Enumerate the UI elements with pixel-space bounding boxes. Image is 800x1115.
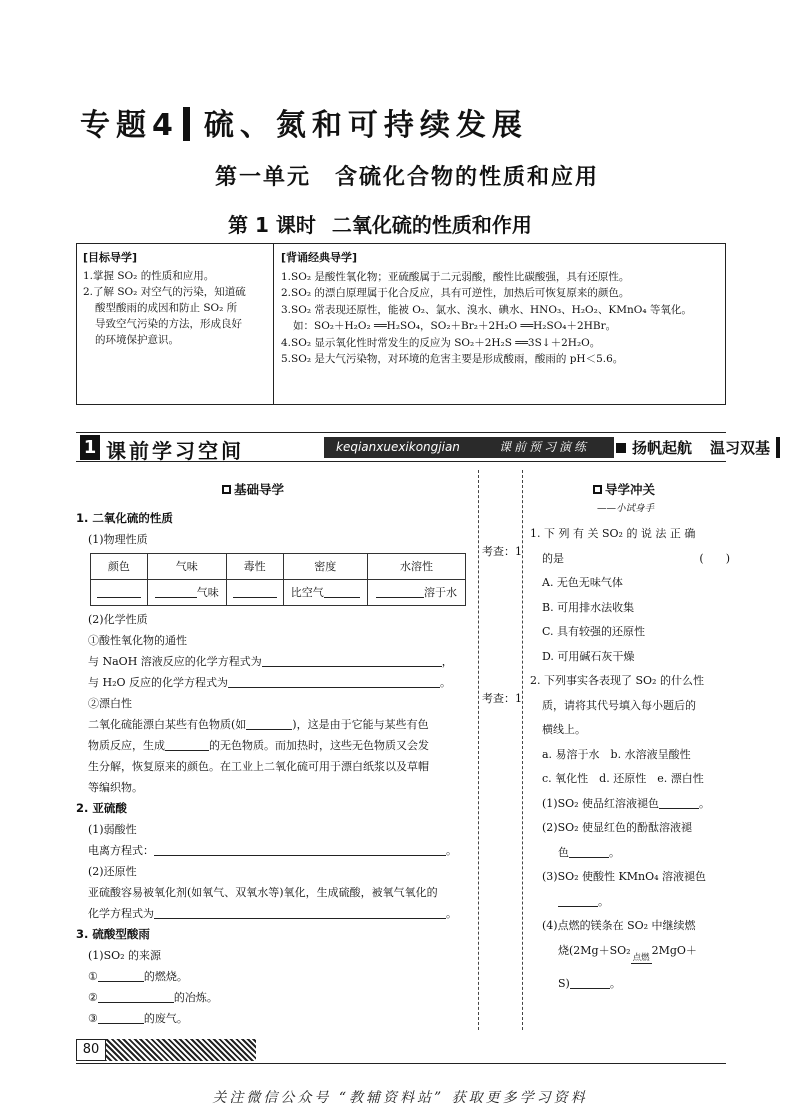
- goal-item: 导致空气污染的方法，形成良好: [95, 318, 242, 330]
- question-line: (1)SO₂ 使品红溶液褪色 。: [542, 796, 711, 810]
- question-line: (4)点燃的镁条在 SO₂ 中继续燃: [542, 919, 696, 932]
- answer-blank[interactable]: [97, 585, 141, 598]
- chapter-title: [80, 100, 720, 144]
- section-heading: 1. 二氧化硫的性质: [76, 511, 173, 525]
- table-cell[interactable]: 溶于水: [368, 580, 466, 606]
- square-icon: [616, 443, 626, 453]
- table-header: 气味: [147, 554, 226, 580]
- check-label: 考查：1: [482, 545, 522, 558]
- question-line: 电离方程式： 。: [88, 844, 457, 857]
- question-line: 。: [530, 890, 730, 915]
- goal-item: 1.掌握 SO₂ 的性质和应用。: [83, 270, 215, 282]
- option-list: a. 易溶于水 b. 水溶液呈酸性: [542, 747, 691, 761]
- goal-heading: [目标导学]: [83, 251, 138, 264]
- option[interactable]: C. 具有较强的还原性: [542, 625, 646, 638]
- basic-heading: 基础导学: [222, 480, 284, 498]
- section-title: 课前学习空间: [106, 439, 244, 463]
- question-line: ① 的燃烧。: [88, 970, 188, 983]
- question-line: 色 。: [558, 845, 620, 859]
- subsection-label: (1)物理性质: [88, 533, 148, 546]
- subsection-label: (2)化学性质: [88, 613, 148, 626]
- column-divider: [522, 470, 523, 1030]
- footer-note: 关注微信公众号 “教辅资料站” 获取更多学习资料: [212, 1090, 588, 1106]
- answer-blank[interactable]: [155, 585, 197, 598]
- question-line: (2)SO₂ 使显红色的酚酞溶液褪: [542, 821, 693, 834]
- question-line: (3)SO₂ 使酸性 KMnO₄ 溶液褪色: [542, 870, 707, 883]
- basic-content: [76, 508, 470, 1029]
- physical-properties-table: [90, 553, 466, 606]
- classic-item: 2.SO₂ 的漂白原理属于化合反应，具有可逆性，加热后可恢复原来的颜色。: [281, 287, 630, 299]
- classic-item: 1.SO₂ 是酸性氧化物；亚硫酸属于二元弱酸，酸性比碳酸强，具有还原性。: [281, 270, 630, 283]
- question-line: 化学方程式为 。: [88, 907, 457, 920]
- guide-box: [76, 243, 726, 405]
- bookmark-icon: [222, 485, 231, 494]
- check-label: 考查：1: [482, 692, 522, 705]
- answer-blank[interactable]: [570, 976, 610, 989]
- classic-item: 3.SO₂ 常表现还原性，能被 O₂、氯水、溴水、碘水、HNO₃、H₂O₂、KMnO₄ 等氧化。: [281, 303, 692, 316]
- question-line: ② 的冶炼。: [88, 991, 218, 1004]
- table-cell[interactable]: [226, 580, 283, 606]
- item-label: ①酸性氧化物的通性: [88, 634, 187, 647]
- option[interactable]: D. 可用碱石灰干燥: [542, 649, 635, 663]
- answer-blank[interactable]: [154, 843, 446, 856]
- table-header-row: [91, 554, 466, 580]
- classic-heading: [背诵经典导学]: [281, 251, 358, 264]
- bottom-rule: [76, 1063, 726, 1064]
- lesson-title: 第 1 课时 二氧化硫的性质和作用: [228, 213, 532, 237]
- table-cell[interactable]: [91, 580, 148, 606]
- practice-subheading: ——小试身手: [597, 503, 655, 514]
- question-line: 与 H₂O 反应的化学方程式为 。: [88, 676, 452, 689]
- question-line: S) 。: [558, 976, 621, 990]
- question-line: ③ 的废气。: [88, 1012, 188, 1025]
- table-header: 毒性: [226, 554, 283, 580]
- question-line: 的是 ( ): [530, 547, 730, 572]
- option[interactable]: A. 无色无味气体: [542, 576, 623, 589]
- subsection-label: (1)弱酸性: [88, 823, 137, 836]
- answer-paren[interactable]: ( ): [699, 551, 730, 565]
- paragraph-line: 等编织物。: [88, 781, 143, 794]
- banner-pinyin: keqianxuexikongjian: [336, 440, 460, 454]
- option-list: c. 氧化性 d. 还原性 e. 漂白性: [542, 772, 704, 785]
- banner-label-2: 温习双基: [710, 437, 780, 458]
- classic-item: 5.SO₂ 是大气污染物，对环境的危害主要是形成酸雨，酸雨的 pH＜5.6。: [281, 353, 624, 365]
- table-cell[interactable]: 比空气: [283, 580, 368, 606]
- option[interactable]: B. 可用排水法收集: [542, 600, 635, 614]
- paragraph-line: 二氧化硫能漂白某些有色物质(如 )，这是由于它能与某些有色: [88, 718, 429, 731]
- answer-blank[interactable]: [569, 845, 609, 858]
- section-heading: 3. 硫酸型酸雨: [76, 927, 150, 941]
- section-number: 1: [80, 435, 100, 460]
- question-line: 与 NaOH 溶液反应的化学方程式为 ，: [88, 655, 453, 668]
- answer-blank[interactable]: [324, 585, 360, 598]
- chapter-number: 专题4: [80, 108, 179, 143]
- answer-blank[interactable]: [154, 906, 446, 919]
- classic-item: 4.SO₂ 显示氧化性时常发生的反应为 SO₂＋2H₂S ══3S↓＋2H₂O。: [281, 336, 601, 349]
- table-cell[interactable]: 气味: [147, 580, 226, 606]
- classic-item: 如：SO₂＋H₂O₂ ══H₂SO₄，SO₂＋Br₂＋2H₂O ══H₂SO₄＋2HBr。: [293, 320, 617, 332]
- answer-blank[interactable]: [246, 717, 292, 730]
- answer-blank[interactable]: [233, 585, 277, 598]
- paragraph-line: 物质反应，生成 的无色物质。而加热时，这些无色物质又会发: [88, 739, 429, 752]
- table-header: 密度: [283, 554, 368, 580]
- reaction-condition: 点燃: [632, 952, 650, 963]
- answer-blank[interactable]: [165, 738, 209, 751]
- answer-blank[interactable]: [228, 675, 440, 688]
- answer-blank[interactable]: [558, 894, 598, 907]
- banner-stripe-text: 课前预习演练: [499, 440, 590, 454]
- section-heading: 2. 亚硫酸: [76, 801, 127, 815]
- banner-stripe: [324, 437, 614, 458]
- answer-blank[interactable]: [659, 796, 699, 809]
- answer-blank[interactable]: [98, 969, 144, 982]
- answer-blank[interactable]: [262, 654, 442, 667]
- subsection-label: (2)还原性: [88, 865, 137, 878]
- table-header: 水溶性: [368, 554, 466, 580]
- goal-item: 酸型酸雨的成因和防止 SO₂ 所: [95, 302, 238, 314]
- table-header: 颜色: [91, 554, 148, 580]
- answer-blank[interactable]: [98, 1011, 144, 1024]
- unit-title: 第一单元 含硫化合物的性质和应用: [215, 165, 600, 190]
- question-line: 质，请将其代号填入每小题后的: [542, 698, 696, 712]
- answer-blank[interactable]: [376, 585, 424, 598]
- practice-heading: 导学冲关: [593, 480, 655, 498]
- subsection-label: (1)SO₂ 的来源: [88, 949, 162, 962]
- question-line: 烧(2Mg＋SO₂ 点燃 2MgO＋: [530, 939, 730, 972]
- guide-divider: [273, 244, 274, 404]
- item-label: ②漂白性: [88, 697, 132, 710]
- goal-item: 的环境保护意识。: [95, 334, 179, 346]
- question-line: 2. 下列事实各表现了 SO₂ 的什么性: [530, 674, 704, 687]
- classic-guide: [281, 250, 721, 368]
- banner-label-1: 扬帆起航: [632, 439, 693, 457]
- goal-item: 2.了解 SO₂ 对空气的污染，知道硫: [83, 286, 246, 298]
- table-row: [91, 580, 466, 606]
- title-divider: [183, 107, 190, 141]
- paragraph-line: 亚硫酸容易被氧化剂(如氧气、双氧水等)氧化，生成硫酸，被氧气氧化的: [88, 886, 438, 899]
- chapter-name: 硫、氮和可持续发展: [203, 108, 528, 143]
- question-line: 1. 下 列 有 关 SO₂ 的 说 法 正 确: [530, 527, 696, 540]
- practice-content: [530, 522, 730, 996]
- column-divider: [478, 470, 479, 1030]
- paragraph-line: 生分解，恢复原来的颜色。在工业上二氧化硫可用于漂白纸浆以及草帽: [88, 760, 429, 773]
- section-banner: [76, 432, 771, 463]
- page-number: 80: [76, 1039, 106, 1061]
- question-line: 横线上。: [542, 723, 586, 736]
- bookmark-icon: [593, 485, 602, 494]
- goal-guide: [83, 250, 269, 348]
- answer-blank[interactable]: [98, 990, 174, 1003]
